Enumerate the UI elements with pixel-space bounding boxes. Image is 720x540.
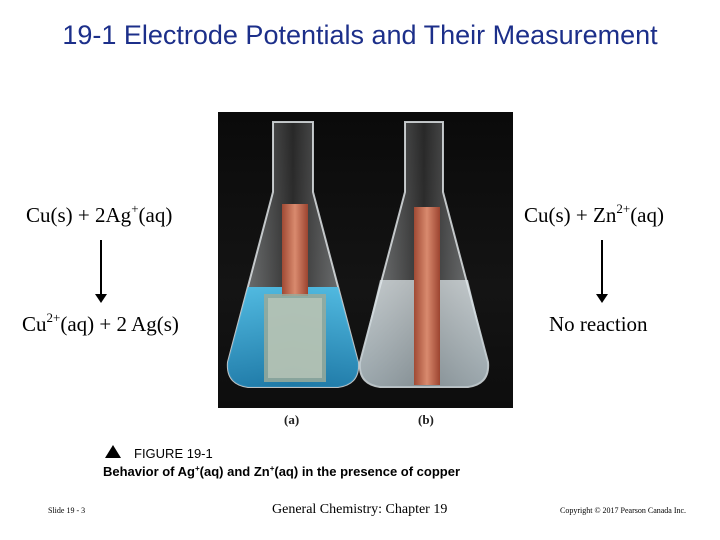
flask-photo xyxy=(218,112,513,408)
right-reactant-text: Cu(s) + Zn xyxy=(524,203,617,227)
flask-b xyxy=(360,122,488,387)
left-products xyxy=(22,312,179,337)
slide-number: Slide 19 - 3 xyxy=(48,506,86,515)
figure-label: FIGURE 19-1 xyxy=(134,446,213,461)
left-arrow-head xyxy=(95,294,107,303)
left-arrow-shaft xyxy=(100,240,102,296)
right-reactant-charge: 2+ xyxy=(616,201,631,216)
left-reactants xyxy=(26,203,172,228)
figure-triangle-icon xyxy=(105,445,121,458)
photo-label-a: (a) xyxy=(284,412,300,427)
left-product-charge: 2+ xyxy=(46,310,61,325)
right-reactants xyxy=(524,203,664,228)
right-reactant-state: (aq) xyxy=(630,203,664,227)
flask-illustration xyxy=(218,112,513,408)
photo-label-b: (b) xyxy=(418,412,434,427)
left-product-rest: (aq) + 2 Ag(s) xyxy=(60,312,179,336)
footer-course: General Chemistry: Chapter 19 xyxy=(272,502,448,517)
left-reactant-text: Cu(s) + 2Ag xyxy=(26,203,132,227)
right-result: No reaction xyxy=(549,312,648,336)
right-arrow-head xyxy=(596,294,608,303)
figure-description: Behavior of Ag+(aq) and Zn+(aq) in the presence of copper xyxy=(103,464,461,479)
flask-a xyxy=(228,122,358,387)
footer-copyright: Copyright © 2017 Pearson Canada Inc. xyxy=(560,506,687,515)
left-reactant-state: (aq) xyxy=(138,203,173,227)
left-product-text: Cu xyxy=(22,312,47,336)
slide-title: 19-1 Electrode Potentials and Their Measurement xyxy=(62,20,658,50)
right-arrow-shaft xyxy=(601,240,603,296)
left-reactant-charge: + xyxy=(131,201,139,216)
